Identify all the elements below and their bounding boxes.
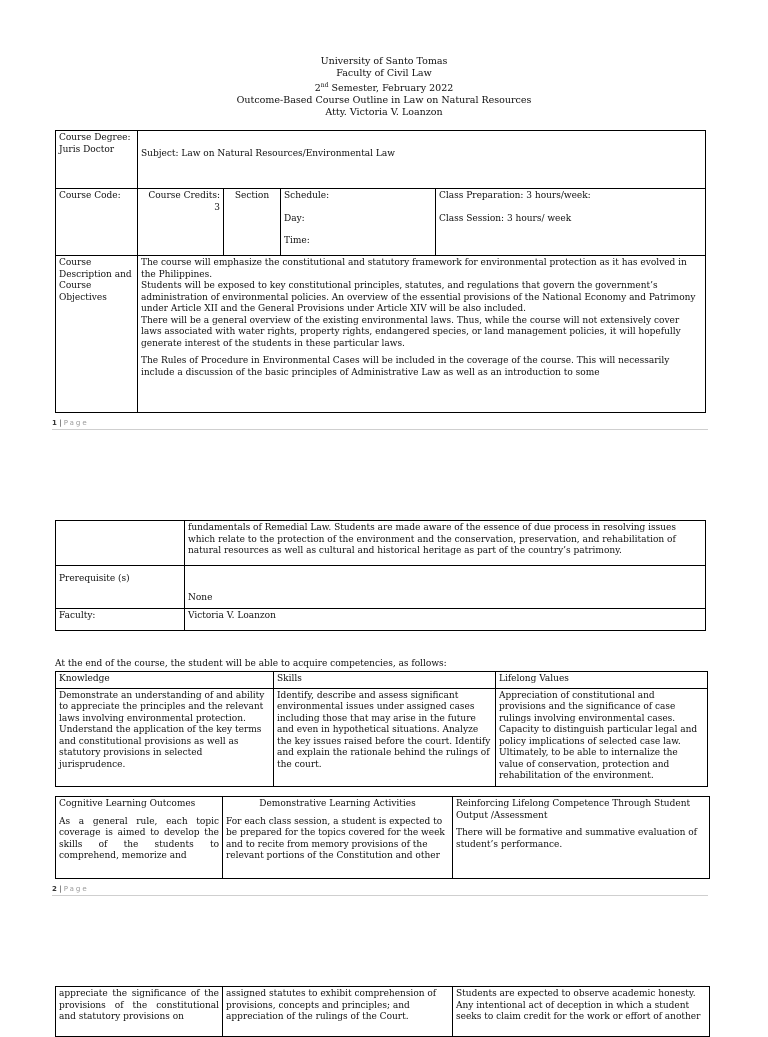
course-degree-cell: Course Degree: Juris Doctor bbox=[56, 131, 138, 189]
learning-outcomes-table bbox=[55, 796, 710, 879]
learning-activities-header: Demonstrative Learning Activities bbox=[259, 799, 416, 809]
learning-activities-cell bbox=[223, 797, 453, 879]
description-continued-text: fundamentals of Remedial Law. Students are made aware of the essence of due process in resolving issues which relate to the protection of the environment and the conservation, preservation, and rehabilitation of natural resources as well as cultural and historical heritage as part of the country’s patrimony. bbox=[185, 521, 706, 566]
lifelong-values-text: Appreciation of constitutional and provisions and the significance of case rulings involving environmental cases. Capacity to distinguish particular legal and policy implications of selected case law. Ultimately, to be able to internalize the value of conservation, protection and rehabilitation of the environment. bbox=[496, 688, 708, 786]
learning-activities-text: For each class session, a student is expected to be prepared for the topics covered for the week and to recite from memory provisions of the relevant portions of the Constitution and other bbox=[226, 816, 445, 861]
prerequisite-value: None bbox=[185, 566, 706, 609]
university-name: University of Santo Tomas bbox=[320, 56, 448, 67]
section-cell: Section bbox=[224, 189, 281, 256]
skills-text: Identify, describe and assess significant environmental issues under assigned cases including those that may arise in the future and even in hypothetical situations. Analyze the key issues raised before the court. Identify and explain the rationale behind the rulings of the court. bbox=[274, 688, 496, 786]
prerequisite-label: Prerequisite (s) bbox=[56, 566, 185, 609]
cognitive-outcomes-cell bbox=[56, 797, 223, 879]
lifelong-values-header: Lifelong Values bbox=[496, 672, 708, 689]
course-code-cell: Course Code: bbox=[56, 189, 138, 256]
learning-activities-continued: assigned statutes to exhibit comprehension of provisions, concepts and principles; and appreciation of the rulings of the Court. bbox=[223, 987, 453, 1037]
course-info-table bbox=[55, 130, 706, 413]
description-continued-label bbox=[56, 521, 185, 566]
faculty-label: Faculty: bbox=[56, 609, 185, 631]
course-description-label: Course Description and Course Objectives bbox=[56, 256, 138, 413]
competencies-table bbox=[55, 671, 708, 787]
faculty-name: Faculty of Civil Law bbox=[336, 68, 432, 79]
assessment-continued: Students are expected to observe academic honesty. Any intentional act of deception in which a student seeks to claim credit for the work or effort of another bbox=[453, 987, 710, 1037]
schedule-cell: Schedule: Day: Time: bbox=[281, 189, 436, 256]
competencies-intro: At the end of the course, the student will be able to acquire competencies, as follows: bbox=[55, 659, 447, 669]
assessment-cell bbox=[453, 797, 710, 879]
instructor-name: Atty. Victoria V. Loanzon bbox=[325, 107, 443, 119]
knowledge-text: Demonstrate an understanding of and ability to appreciate the principles and the relevant laws involving environmental protection. Understand the application of the key terms and constitutional provisions as well as statutory provisions in selected jurisprudence. bbox=[56, 688, 274, 786]
knowledge-header: Knowledge bbox=[56, 672, 274, 689]
skills-header: Skills bbox=[274, 672, 496, 689]
subject-cell: Subject: Law on Natural Resources/Environmental Law bbox=[138, 131, 706, 189]
page-footer-2: 2 | Page bbox=[52, 885, 708, 896]
cognitive-outcomes-text: As a general rule, each topic coverage is aimed to develop the skills of the students to comprehend, memorize and bbox=[59, 816, 219, 861]
cognitive-outcomes-continued: appreciate the significance of the provisions of the constitutional and statutory provisions on bbox=[56, 987, 223, 1037]
course-info-continued-table bbox=[55, 520, 706, 631]
assessment-header: Reinforcing Lifelong Competence Through Student Output /Assessment bbox=[456, 799, 691, 821]
learning-outcomes-continued-table bbox=[55, 986, 710, 1037]
semester-line: 2nd Semester, February 2022 bbox=[314, 82, 454, 95]
assessment-text: There will be formative and summative evaluation of student’s performance. bbox=[456, 828, 698, 850]
page-footer-1: 1 | Page bbox=[52, 419, 708, 430]
course-description-text: The course will emphasize the constitutional and statutory framework for environmental protection as it has evolved in the Philippines. Students will be exposed to key constitutional principles, statutes, and regulations that govern the government’s administration of environmental policies. An overview of the essential provisions of the National Economy and Patrimony under Article XII and the General Provisions under Article XIV will be also included. There will be a general overview of the existing environmental laws. Thus, while the course will not extensively cover laws associated with water rights, property rights, endangered species, or land management policies, it will hopefully generate interest of the students in these particular laws. The Rules of Procedure in Environmental Cases will be included in the coverage of the course. This will necessarily include a discussion of the basic principles of Administrative Law as well as an introduction to some bbox=[138, 256, 706, 413]
class-hours-cell: Class Preparation: 3 hours/week: Class Session: 3 hours/ week bbox=[436, 189, 706, 256]
cognitive-outcomes-header: Cognitive Learning Outcomes bbox=[59, 799, 196, 809]
faculty-value: Victoria V. Loanzon bbox=[185, 609, 706, 631]
course-credits-cell: Course Credits: 3 bbox=[138, 189, 224, 256]
outline-title: Outcome-Based Course Outline in Law on Natural Resources bbox=[236, 95, 532, 107]
document-header bbox=[0, 56, 768, 119]
